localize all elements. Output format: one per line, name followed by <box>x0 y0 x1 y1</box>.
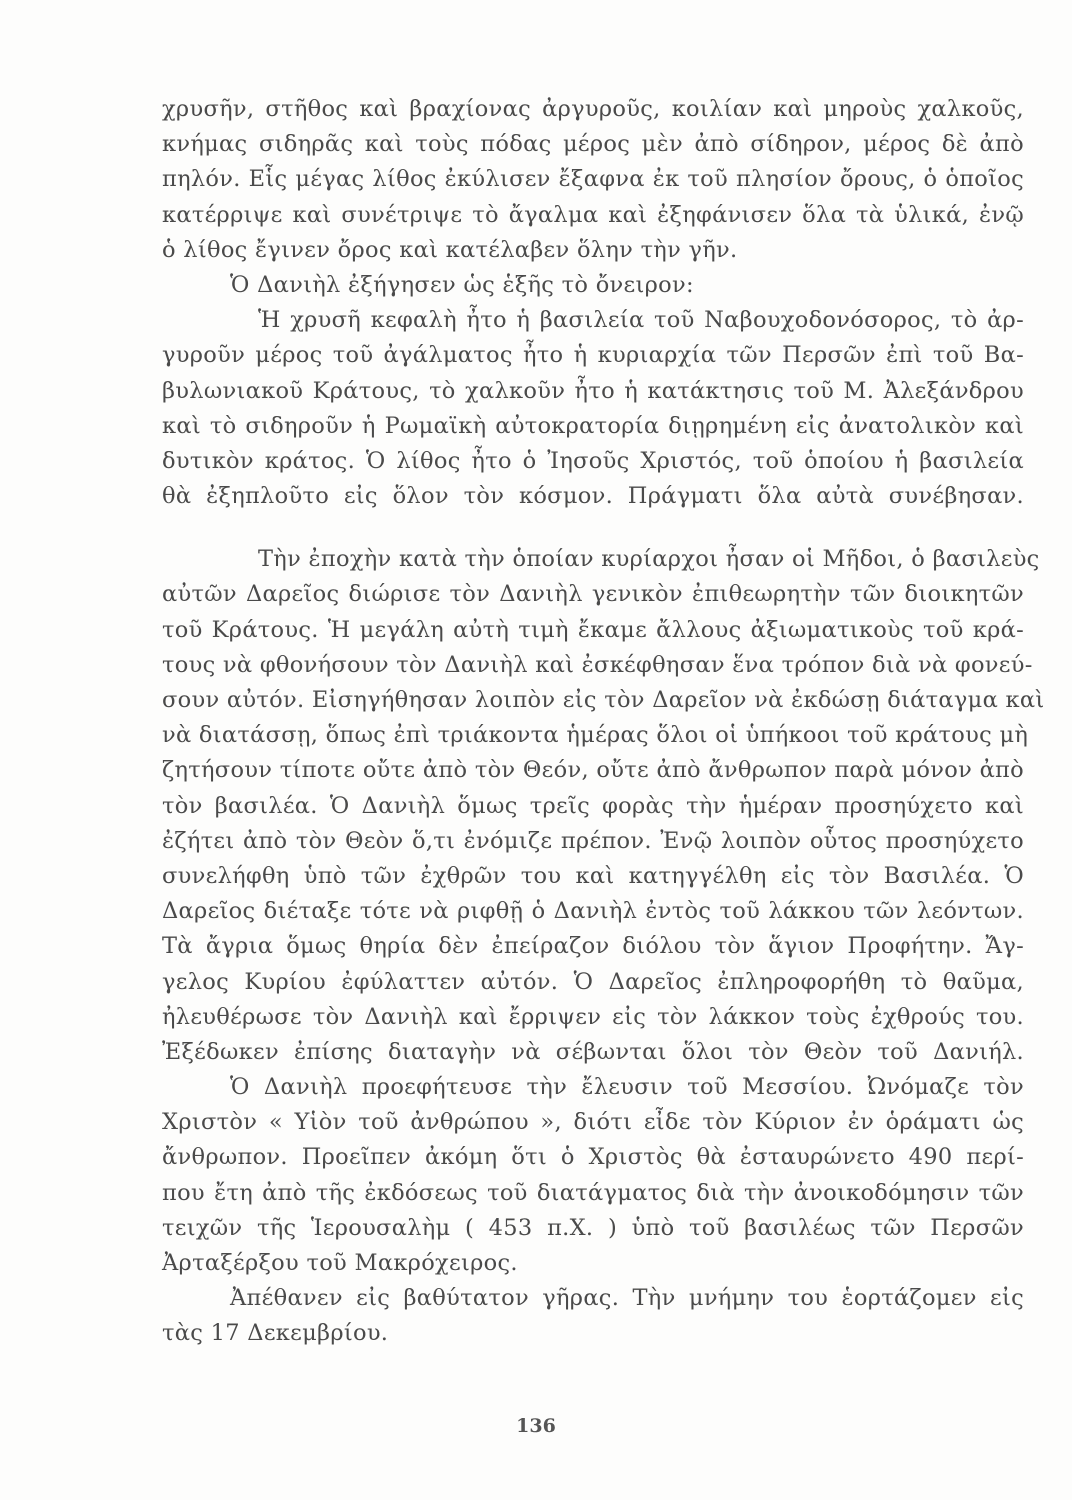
text-line: Ὁ Δανιὴλ ἐξήγησεν ὡς ἑξῆς τὸ ὄνειρον: <box>230 271 694 298</box>
text-line: τοῦ Κράτους. Ἡ μεγάλη αὐτὴ τιμὴ ἔκαμε ἄλλους ἀξιωματικοὺς τοῦ κρά- <box>162 616 1024 643</box>
text-line: κατέρριψε καὶ συνέτριψε τὸ ἄγαλμα καὶ ἐξηφάνισεν ὅλα τὰ ὑλικά, ἐνῷ <box>162 201 1024 228</box>
text-line: τους νὰ φθονήσουν τὸν Δανιὴλ καὶ ἐσκέφθησαν ἕνα τρόπον διὰ νὰ φονεύ- <box>162 651 1033 678</box>
text-line: τὰς 17 Δεκεμβρίου. <box>162 1320 389 1347</box>
text-line: Ἀρταξέρξου τοῦ Μακρόχειρος. <box>162 1250 518 1276</box>
text-line: ἄνθρωπον. Προεῖπεν ἀκόμη ὅτι ὁ Χριστὸς θὰ ἐσταυρώνετο 490 περί- <box>162 1144 1024 1171</box>
text-line: κνήμας σιδηρᾶς καὶ τοὺς πόδας μέρος μὲν ἀπὸ σίδηρον, μέρος δὲ ἀπὸ <box>162 131 1024 158</box>
text-line: δυτικὸν κράτος. Ὁ λίθος ἦτο ὁ Ἰησοῦς Χριστός, τοῦ ὁποίου ἡ βασιλεία <box>162 447 1024 474</box>
text-line: τειχῶν τῆς Ἱερουσαλὴμ ( 453 π.Χ. ) ὑπὸ τοῦ βασιλέως τῶν Περσῶν <box>162 1214 1024 1241</box>
text-line: ἠλευθέρωσε τὸν Δανιὴλ καὶ ἔρριψεν εἰς τὸν λάκκον τοὺς ἐχθρούς του. <box>162 1003 1024 1030</box>
text-line: χρυσῆν, στῆθος καὶ βραχίονας ἀργυροῦς, κοιλίαν καὶ μηροὺς χαλκοῦς, <box>162 96 1024 122</box>
text-line: θὰ ἐξηπλοῦτο εἰς ὅλον τὸν κόσμον. Πράγματι ὅλα αὐτὰ συνέβησαν. <box>162 483 1024 510</box>
text-line: που ἔτη ἀπὸ τῆς ἐκδόσεως τοῦ διατάγματος διὰ τὴν ἀνοικοδόμησιν τῶν <box>162 1179 1024 1206</box>
text-line: Χριστὸν « Υἱὸν τοῦ ἀνθρώπου », διότι εἶδε τὸν Κύριον ἐν ὁράματι ὡς <box>162 1109 1024 1136</box>
page-number: 136 <box>516 1415 556 1437</box>
text-line: Ἀπέθανεν εἰς βαθύτατον γῆρας. Τὴν μνήμην του ἑορτάζομεν εἰς <box>230 1285 1024 1312</box>
text-line: πηλόν. Εἷς μέγας λίθος ἐκύλισεν ἔξαφνα ἐκ τοῦ πλησίον ὄρους, ὁ ὁποῖος <box>162 166 1024 193</box>
text-line: νὰ διατάσσῃ, ὅπως ἐπὶ τριάκοντα ἡμέρας ὅλοι οἱ ὑπήκοοι τοῦ κράτους μὴ <box>162 722 1029 749</box>
text-line: βυλωνιακοῦ Κράτους, τὸ χαλκοῦν ἦτο ἡ κατάκτησις τοῦ Μ. Ἀλεξάνδρου <box>162 377 1024 404</box>
text-line: αὐτῶν Δαρεῖος διώρισε τὸν Δανιὴλ γενικὸν ἐπιθεωρητὴν τῶν διοικητῶν <box>162 581 1024 608</box>
text-line: συνελήφθη ὑπὸ τῶν ἐχθρῶν του καὶ κατηγγέλθη εἰς τὸν Βασιλέα. Ὁ <box>162 862 1024 889</box>
text-line: Δαρεῖος διέταξε τότε νὰ ριφθῇ ὁ Δανιὴλ ἐντὸς τοῦ λάκκου τῶν λεόντων. <box>162 898 1024 925</box>
text-line: τὸν βασιλέα. Ὁ Δανιὴλ ὅμως τρεῖς φορὰς τὴν ἡμέραν προσηύχετο καὶ <box>162 792 1024 819</box>
body-text <box>162 92 1045 1352</box>
text-line: Ὁ Δανιὴλ προεφήτευσε τὴν ἔλευσιν τοῦ Μεσσίου. Ὠνόμαζε τὸν <box>230 1074 1024 1101</box>
text-line: ἐζήτει ἀπὸ τὸν Θεὸν ὅ,τι ἐνόμιζε πρέπον. Ἐνῷ λοιπὸν οὗτος προσηύχετο <box>162 827 1024 854</box>
text-line: Τὴν ἐποχὴν κατὰ τὴν ὁποίαν κυρίαρχοι ἦσαν οἱ Μῆδοι, ὁ βασιλεὺς <box>258 546 1040 573</box>
paragraph-gap <box>162 514 1024 542</box>
text-line: καὶ τὸ σιδηροῦν ἡ Ρωμαϊκὴ αὐτοκρατορία διῃρημένη εἰς ἀνατολικὸν καὶ <box>162 412 1024 439</box>
text-line: γυροῦν μέρος τοῦ ἀγάλματος ἦτο ἡ κυριαρχία τῶν Περσῶν ἐπὶ τοῦ Βα- <box>162 342 1024 369</box>
text-line: ζητήσουν τίποτε οὔτε ἀπὸ τὸν Θεόν, οὔτε ἀπὸ ἄνθρωπον παρὰ μόνον ἀπὸ <box>162 757 1024 784</box>
text-line: Τὰ ἄγρια ὅμως θηρία δὲν ἐπείραζον διόλου τὸν ἅγιον Προφήτην. Ἄγ- <box>162 933 1024 960</box>
text-line: γελος Κυρίου ἐφύλαττεν αὐτόν. Ὁ Δαρεῖος ἐπληροφορήθη τὸ θαῦμα, <box>162 968 1024 995</box>
text-line: ὁ λίθος ἔγινεν ὄρος καὶ κατέλαβεν ὅλην τὴν γῆν. <box>162 236 738 263</box>
text-line: Ἐξέδωκεν ἐπίσης διαταγὴν νὰ σέβωνται ὅλοι τὸν Θεὸν τοῦ Δανιήλ. <box>162 1038 1024 1065</box>
text-line: Ἡ χρυσῆ κεφαλὴ ἦτο ἡ βασιλεία τοῦ Ναβουχοδονόσορος, τὸ ἀρ- <box>258 307 1024 334</box>
text-line: σουν αὐτόν. Εἰσηγήθησαν λοιπὸν εἰς τὸν Δαρεῖον νὰ ἐκδώσῃ διάταγμα καὶ <box>162 687 1045 713</box>
